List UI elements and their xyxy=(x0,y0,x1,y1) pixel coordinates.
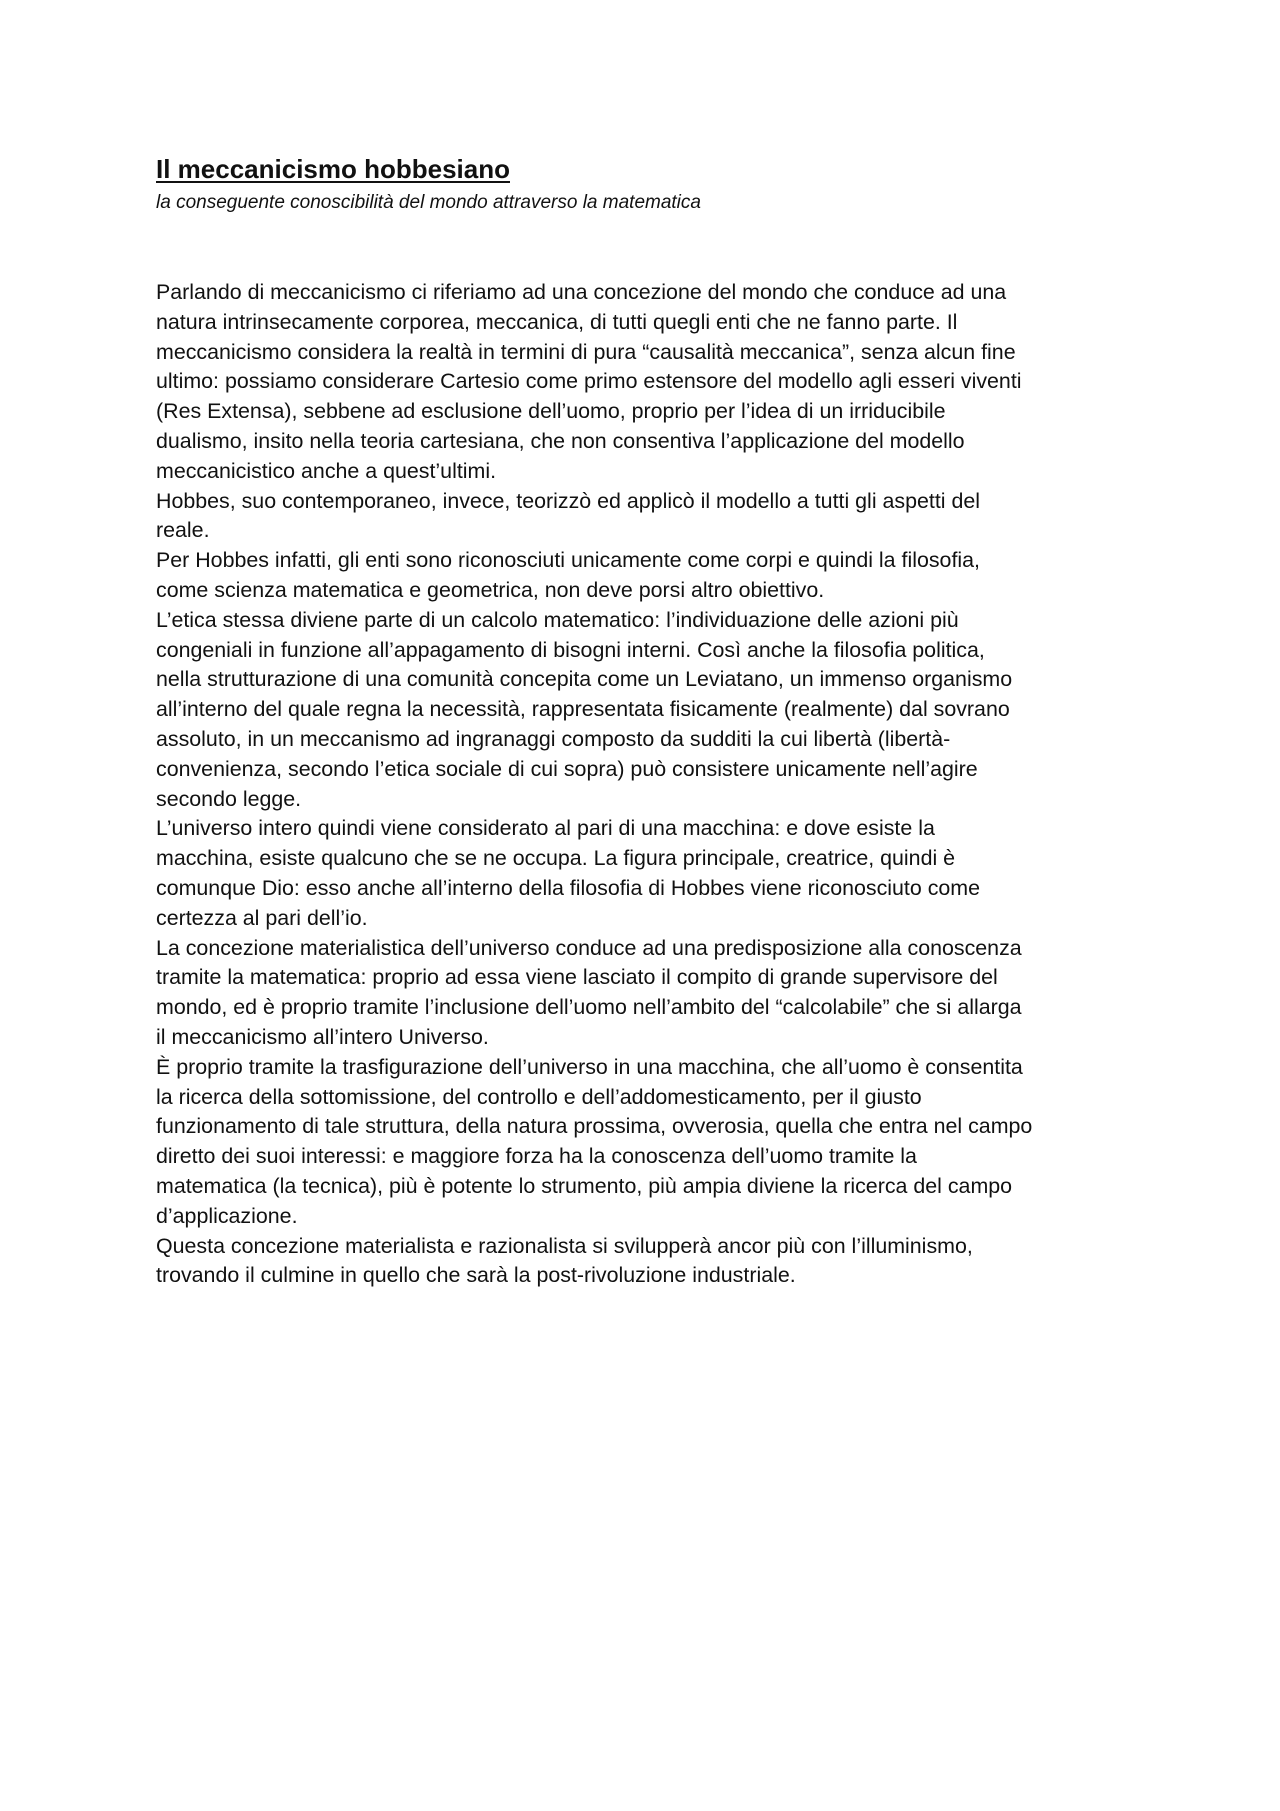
body-line: funzionamento di tale struttura, della natura prossima, ovverosia, quella che entra nel campo xyxy=(156,1114,1033,1139)
body-line: certezza al pari dell’io. xyxy=(156,905,368,930)
body-line: natura intrinsecamente corporea, meccanica, di tutti quegli enti che ne fanno parte. Il xyxy=(156,309,958,334)
body-line: meccanicistico anche a quest’ultimi. xyxy=(156,458,497,483)
body-line: diretto dei suoi interessi: e maggiore forza ha la conoscenza dell’uomo tramite la xyxy=(156,1144,917,1169)
body-line: dualismo, insito nella teoria cartesiana, che non consentiva l’applicazione del modello xyxy=(156,428,965,453)
body-line: È proprio tramite la trasfigurazione dell’universo in una macchina, che all’uomo è consentita xyxy=(156,1054,1023,1079)
body-line: meccanicismo considera la realtà in termini di pura “causalità meccanica”, senza alcun fine xyxy=(156,339,1016,364)
document-subtitle: la conseguente conoscibilità del mondo attraverso la matematica xyxy=(156,192,701,213)
body-line: il meccanicismo all’intero Universo. xyxy=(156,1024,489,1049)
body-line: secondo legge. xyxy=(156,786,302,811)
body-line: tramite la matematica: proprio ad essa viene lasciato il compito di grande supervisore del xyxy=(156,965,998,990)
body-line: Hobbes, suo contemporaneo, invece, teorizzò ed applicò il modello a tutti gli aspetti del xyxy=(156,488,981,513)
body-line: comunque Dio: esso anche all’interno della filosofia di Hobbes viene riconosciuto come xyxy=(156,875,981,900)
body-line: ultimo: possiamo considerare Cartesio come primo estensore del modello agli esseri viventi xyxy=(156,369,1022,394)
body-line: Questa concezione materialista e razionalista si svilupperà ancor più con l’illuminismo, xyxy=(156,1233,973,1258)
document-body xyxy=(156,278,1136,1291)
body-line: congeniali in funzione all’appagamento di bisogni interni. Così anche la filosofia politica, xyxy=(156,637,985,662)
body-line: Per Hobbes infatti, gli enti sono riconosciuti unicamente come corpi e quindi la filosofia, xyxy=(156,548,980,573)
body-line: come scienza matematica e geometrica, non deve porsi altro obiettivo. xyxy=(156,577,825,602)
body-line: d’applicazione. xyxy=(156,1203,298,1228)
body-line: la ricerca della sottomissione, del controllo e dell’addomesticamento, per il giusto xyxy=(156,1084,922,1109)
body-line: trovando il culmine in quello che sarà la post-rivoluzione industriale. xyxy=(156,1263,796,1288)
body-line: mondo, ed è proprio tramite l’inclusione dell’uomo nell’ambito del “calcolabile” che si allarga xyxy=(156,995,1022,1020)
body-line: matematica (la tecnica), più è potente lo strumento, più ampia diviene la ricerca del campo xyxy=(156,1173,1013,1198)
body-line: assoluto, in un meccanismo ad ingranaggi composto da sudditi la cui libertà (libertà- xyxy=(156,726,951,751)
body-line: Parlando di meccanicismo ci riferiamo ad una concezione del mondo che conduce ad una xyxy=(156,280,1007,304)
body-line: nella strutturazione di una comunità concepita come un Leviatano, un immenso organismo xyxy=(156,667,1013,692)
body-line: L’universo intero quindi viene considerato al pari di una macchina: e dove esiste la xyxy=(156,816,935,841)
body-line: convenienza, secondo l’etica sociale di cui sopra) può consistere unicamente nell’agire xyxy=(156,756,978,781)
document-title: Il meccanicismo hobbesiano xyxy=(156,154,510,184)
body-line: macchina, esiste qualcuno che se ne occupa. La figura principale, creatrice, quindi è xyxy=(156,846,956,871)
body-line: L’etica stessa diviene parte di un calcolo matematico: l’individuazione delle azioni più xyxy=(156,607,959,632)
body-line: all’interno del quale regna la necessità, rappresentata fisicamente (realmente) dal sovrano xyxy=(156,697,1010,722)
body-line: reale. xyxy=(156,518,210,543)
body-line: La concezione materialistica dell’universo conduce ad una predisposizione alla conoscenza xyxy=(156,935,1022,960)
body-line: (Res Extensa), sebbene ad esclusione dell’uomo, proprio per l’idea di un irriducibile xyxy=(156,399,946,424)
